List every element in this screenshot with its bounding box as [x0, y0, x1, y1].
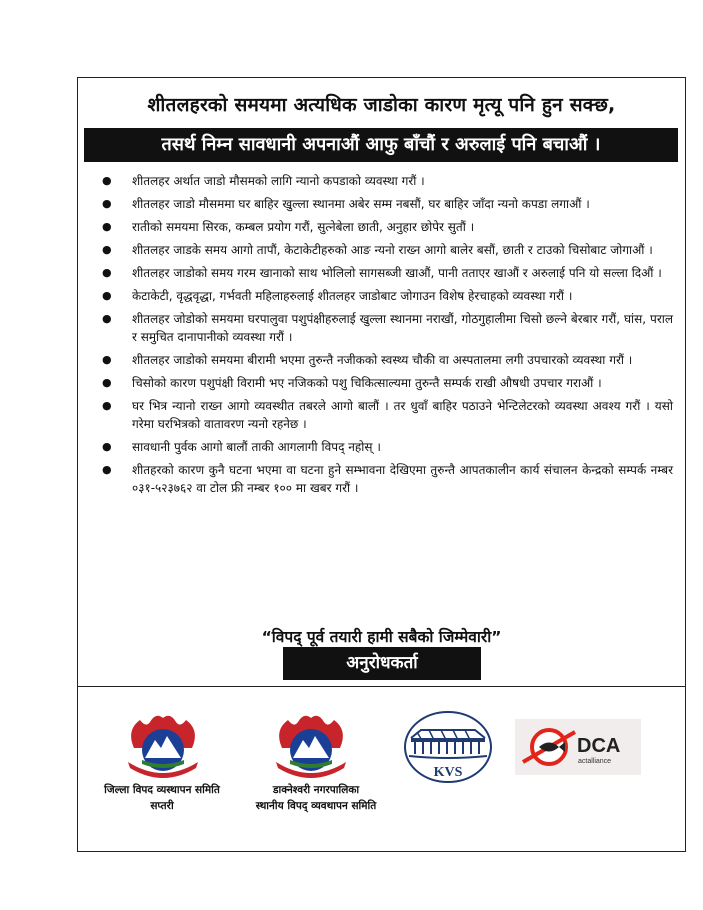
requester-label: अनुरोधकर्ता	[283, 647, 481, 680]
list-item	[102, 310, 673, 346]
notice-banner: तसर्थ निम्न सावधानी अपनाऔं आफु बाँचौं र अरुलाई पनि बचाऔं ।	[84, 128, 678, 162]
list-item-text: शीतलहर जाडके समय आगो तापौं, केटाकेटीहरुको आङ न्यनो राख्न आगो बालेर बसौं, छाती र टाउको चिसोबाट जोगाऔं ।	[132, 243, 653, 257]
list-item-text: शीतलहर जाडोको समयमा बीरामी भएमा तुरुन्तै नजीकको स्वस्थ्य चौकी वा अस्पतालमा लगी उपचारको व्यवस्था गरौं ।	[132, 353, 633, 367]
bullet-icon: ●	[102, 220, 112, 233]
list-item-text: चिसोको कारण पशुपंक्षी विरामी भए नजिकको पशु चिकित्साल्यमा तुरुन्तै सम्पर्क राखी औषधी उपचार गराऔं ।	[132, 376, 602, 390]
list-item	[102, 195, 673, 213]
list-item	[102, 287, 673, 305]
org-name: डाक्नेश्वरी नगरपालिका	[272, 784, 360, 796]
bullet-icon: ●	[102, 353, 112, 366]
bullet-icon: ●	[102, 243, 112, 256]
org-municipality-committee	[241, 782, 391, 814]
org-district-committee	[78, 782, 246, 814]
org-name: जिल्ला विपद व्यस्थापन समिति	[104, 784, 220, 796]
slogan: “विपद् पूर्व तयारी हामी सबैको जिम्मेवारी”	[261, 628, 502, 646]
list-item	[102, 438, 673, 456]
kvs-logo-text: KVS	[433, 765, 463, 780]
nepal-government-emblem-icon	[120, 708, 206, 780]
list-item	[102, 351, 673, 369]
dca-fish-logo-icon	[515, 719, 641, 775]
list-item	[102, 374, 673, 392]
list-item-text: शीतलहर अर्थात जाडो मौसमको लागि न्यानो कपडाको व्यवस्था गरौं ।	[132, 174, 425, 188]
list-item	[102, 461, 673, 497]
list-item	[102, 241, 673, 259]
precaution-list	[78, 172, 673, 502]
list-item-text: शीतहरको कारण कुनै घटना भएमा वा घटना हुने सम्भावना देखिएमा तुरुन्तै आपतकालीन कार्य संचालन केन्द्रको सम्पर्क नम्बर ०३१-५२३७६२ वा टोल फ्री नम्बर १०० मा खबर गरौं ।	[132, 463, 673, 495]
notice-headline: शीतलहरको समयमा अत्यधिक जाडोका कारण मृत्यू पनि हुन सक्छ,	[147, 94, 616, 116]
bullet-icon: ●	[102, 266, 112, 279]
list-item	[102, 397, 673, 433]
bullet-icon: ●	[102, 376, 112, 389]
list-item-text: शीतलहर जोडोको समयमा घरपालुवा पशुपंक्षीहरुलाई खुल्ला स्थानमा नराखौं, गोठगुहालीमा चिसो छल्ने बेरबार गरौं, घांस, पराल र समुचित दानापानीको व्यवस्था गरौं ।	[132, 312, 673, 344]
list-item	[102, 172, 673, 190]
bullet-icon: ●	[102, 440, 112, 453]
list-item-text: सावधानी पुर्वक आगो बालौं ताकी आगलागी विपद् नहोस् ।	[132, 440, 381, 454]
list-item-text: घर भित्र न्यानो राख्न आगो व्यवस्थीत तबरले आगो बालौं । तर धुवाँ बाहिर पठाउने भेन्टिलेटरको व्यवस्था अवश्य गरौं । यसो गरेमा घरभित्रको वातावरण न्यनो रहनेछ ।	[132, 399, 673, 431]
notice-frame	[77, 77, 686, 852]
kvs-bridge-logo-icon	[403, 710, 493, 784]
footer-divider	[78, 686, 685, 687]
bullet-icon: ●	[102, 174, 112, 187]
dca-logo-subtext: actalliance	[578, 758, 612, 765]
bullet-icon: ●	[102, 312, 112, 325]
list-item	[102, 218, 673, 236]
list-item	[102, 264, 673, 282]
bullet-icon: ●	[102, 197, 112, 210]
dca-logo-text: DCA	[577, 735, 621, 757]
org-location: सप्तरी	[150, 800, 174, 812]
list-item-text: केटाकेटी, वृद्धवृद्धा, गर्भवती महिलाहरुलाई शीतलहर जाडोबाट जोगाउन विशेष हेरचाहको व्यवस्था गरौं ।	[132, 289, 573, 303]
org-subtitle: स्थानीय विपद् व्यवथापन समिति	[255, 800, 377, 812]
bullet-icon: ●	[102, 399, 112, 412]
bullet-icon: ●	[102, 289, 112, 302]
list-item-text: शीतलहर जाडोको समय गरम खानाको साथ भोलिलो सागसब्जी खाऔं, पानी तताएर खाऔं र अरुलाई पनि यो सल्ला दिऔं ।	[132, 266, 662, 280]
bullet-icon: ●	[102, 463, 112, 476]
list-item-text: रातीको समयमा सिरक, कम्बल प्रयोग गरौं, सुत्नेबेला छाती, अनुहार छोपेर सुतौं ।	[132, 220, 475, 234]
list-item-text: शीतलहर जाडो मौसममा घर बाहिर खुल्ला स्थानमा अबेर सम्म नबसौं, घर बाहिर जाँदा न्यनो कपडा लगाऔं ।	[132, 197, 590, 211]
nepal-government-emblem-icon	[268, 708, 354, 780]
